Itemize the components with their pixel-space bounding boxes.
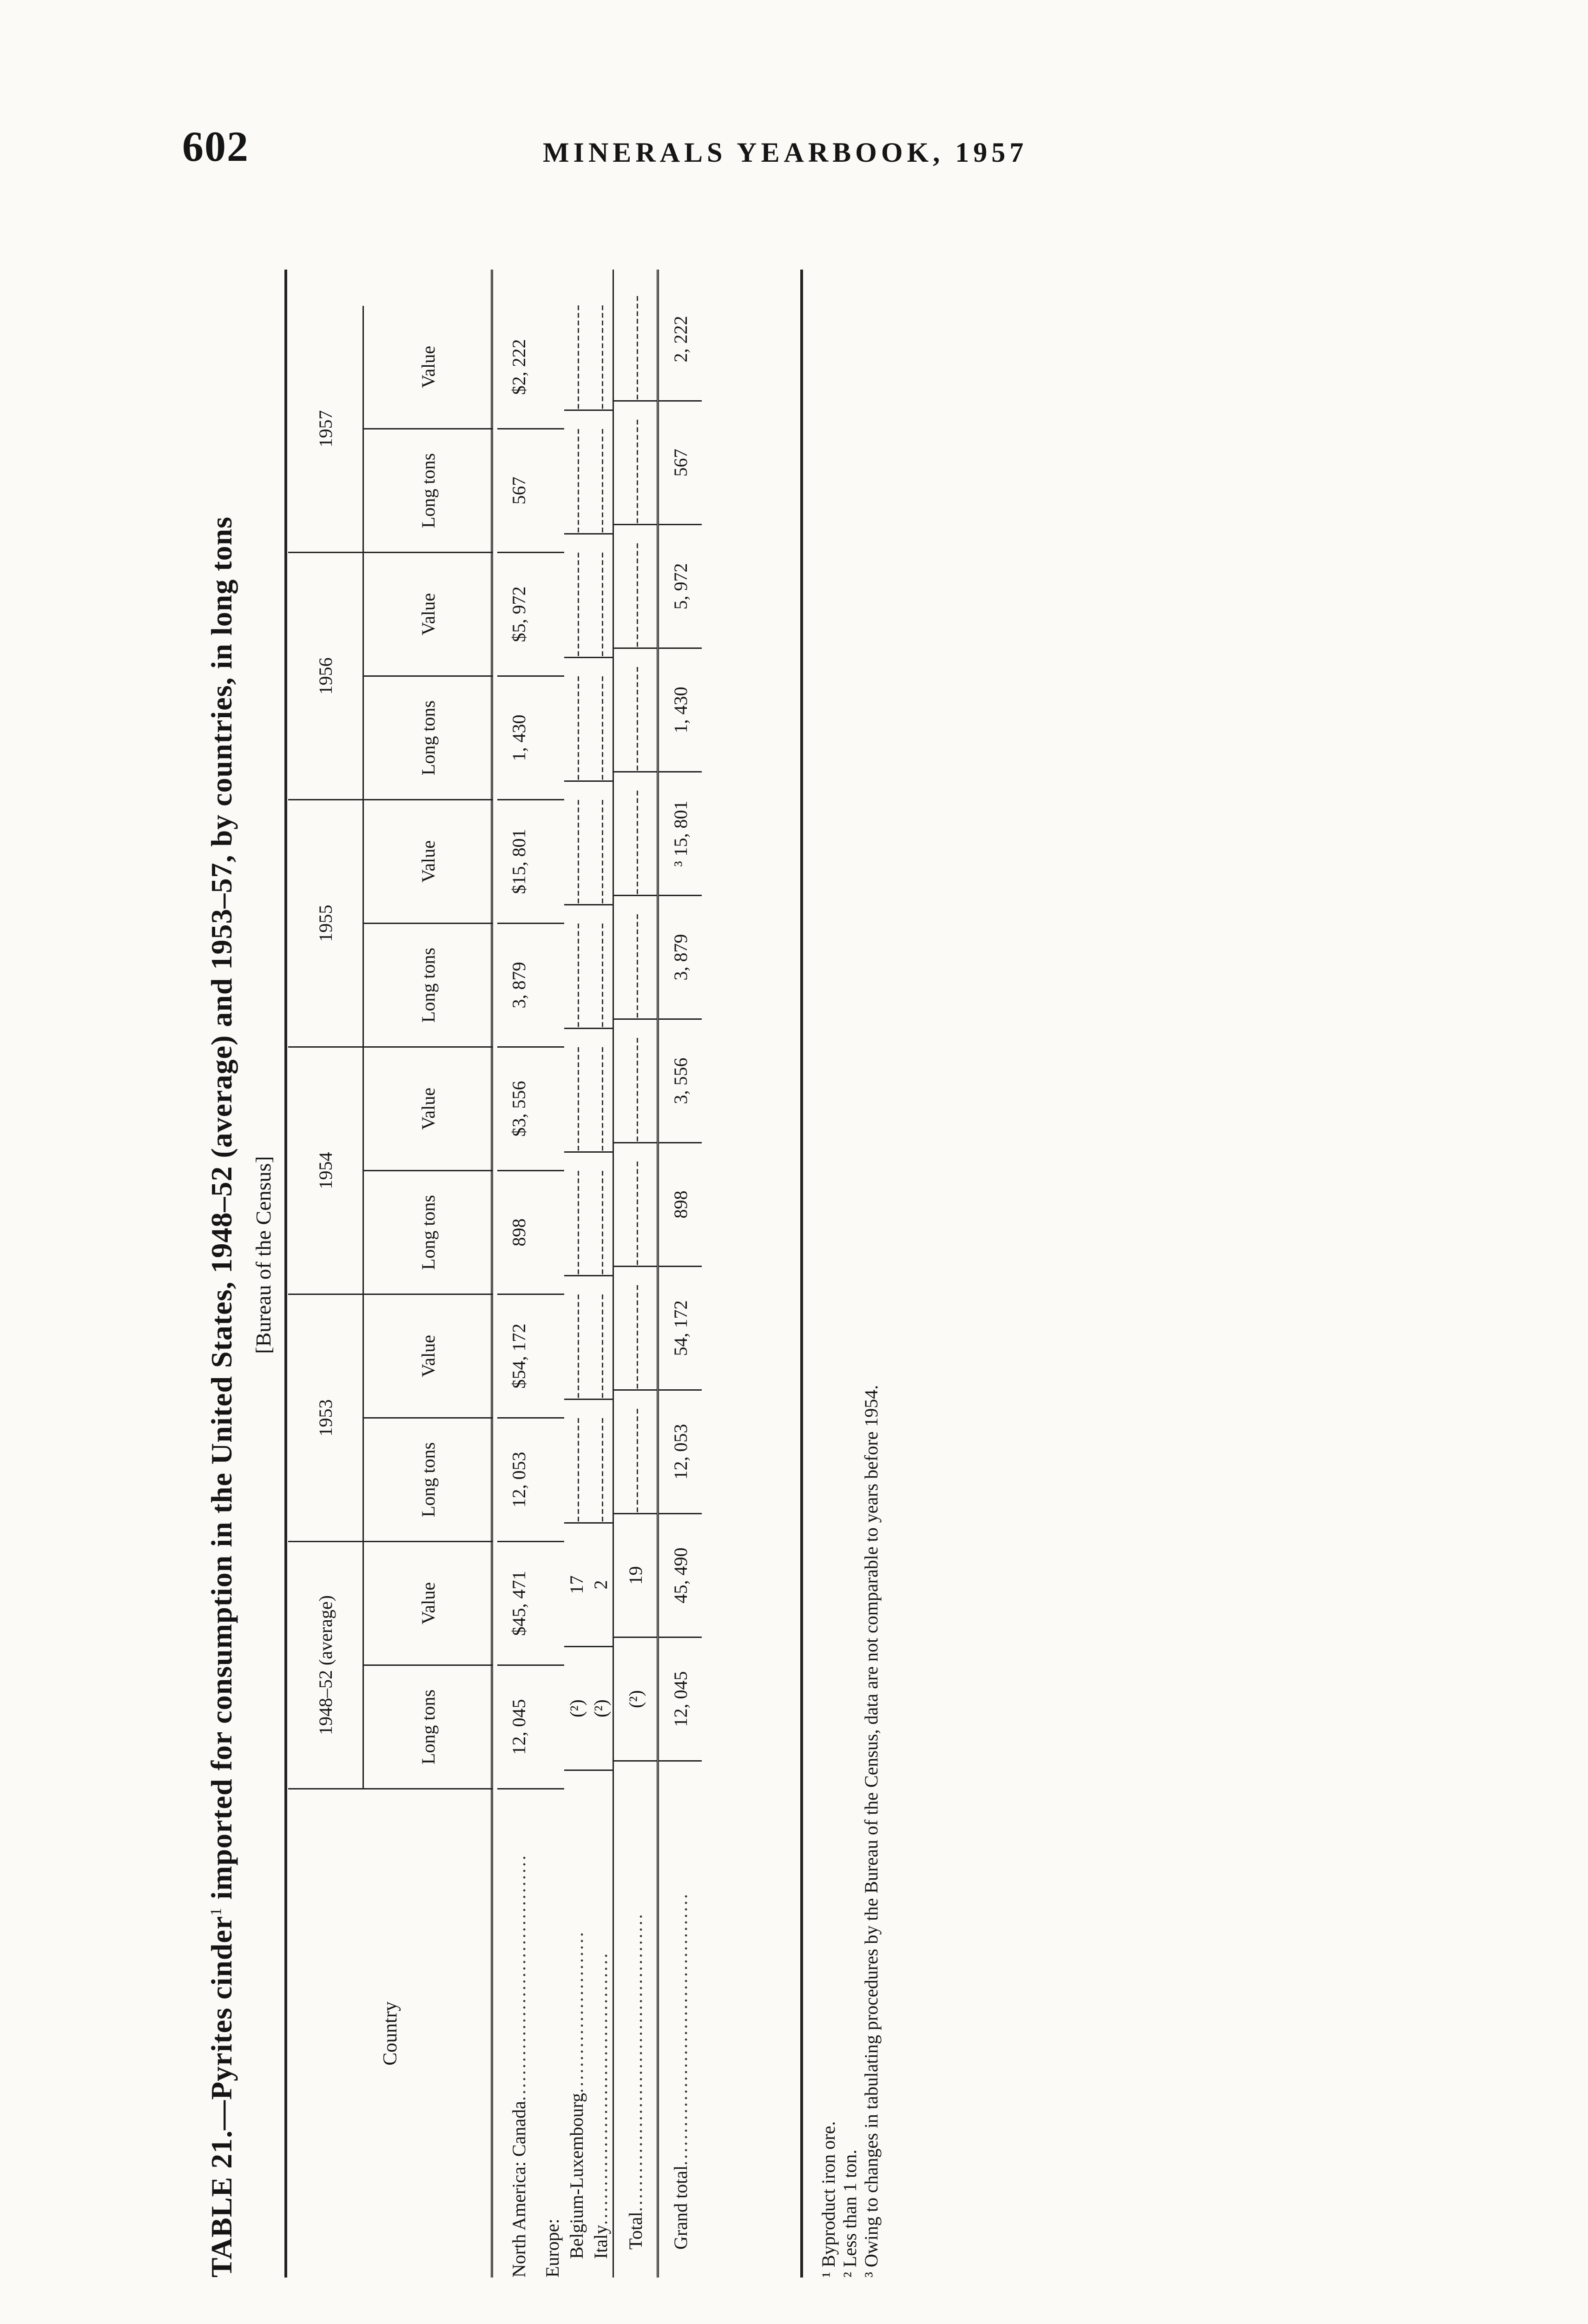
table-cell: 2, 222 — [659, 278, 702, 402]
table-cell: 898 — [497, 1171, 540, 1295]
table-cell: $5, 972 — [497, 553, 540, 677]
year-label: 1954 — [288, 1048, 364, 1294]
table-body — [497, 270, 702, 2278]
table-cell: $2, 222 — [497, 306, 540, 429]
rotated-table-block — [186, 232, 882, 2278]
year-group-1957 — [288, 306, 493, 553]
table-cell: 45, 490 — [659, 1514, 702, 1638]
running-head: MINERALS YEARBOOK, 1957 — [543, 137, 1028, 168]
header-rule — [491, 270, 493, 2278]
table-cell: 17 — [564, 1524, 588, 1647]
value-header: Value — [364, 306, 493, 429]
table-cell: $45, 471 — [497, 1542, 540, 1666]
table-source: [Bureau of the Census] — [251, 1156, 275, 1354]
value-header: Value — [364, 553, 493, 677]
long-tons-header: Long tons — [417, 1195, 439, 1270]
value-header: Value — [364, 800, 493, 924]
table-cell: 54, 172 — [659, 1267, 702, 1391]
year-group-1956 — [288, 553, 493, 800]
row-label: Italy — [590, 2225, 611, 2259]
table-cell: 3, 556 — [659, 1020, 702, 1143]
value-header: Value — [364, 1542, 493, 1666]
table-cell: 567 — [659, 402, 702, 525]
table-cell: 12, 053 — [659, 1391, 702, 1514]
year-group-1955 — [288, 800, 493, 1048]
table-row: Total.............................................. (²) 19 -------------- -------------- -------------- -------------- -------------- -------------- -------------- -------------- -------------- -------------- — [613, 270, 657, 2278]
row-label: Europe: — [541, 2218, 563, 2278]
caption-footnote-ref: 1 — [207, 1907, 225, 1916]
column-header-row — [288, 306, 493, 1789]
year-label: 1953 — [288, 1295, 364, 1541]
table-row: Grand total.......................................... 12, 045 45, 490 12, 053 54, 172 898 3, 556 3, 879 ³ 15, 801 1, 430 5, 972 567 2, 222 — [657, 270, 702, 2278]
table-cell: 1, 430 — [497, 677, 540, 800]
long-tons-header: Long tons — [417, 1689, 439, 1765]
table-cell: 2 — [588, 1524, 613, 1647]
row-label: Total — [625, 2212, 646, 2250]
table-cell: 12, 045 — [497, 1666, 540, 1789]
year-label: 1957 — [288, 306, 364, 552]
table-cell: 567 — [497, 429, 540, 553]
table-top-rule — [284, 270, 287, 2278]
year-group-1948-52 — [288, 1542, 493, 1789]
row-label: Belgium-Luxembourg — [566, 2093, 587, 2259]
table-cell: $15, 801 — [497, 800, 540, 924]
footnote: ³ Owing to changes in tabulating procedures by the Bureau of the Census, data are not comparable to years before 1954. — [861, 1385, 882, 2278]
table-cell: ³ 15, 801 — [659, 772, 702, 896]
long-tons-header: Long tons — [417, 947, 439, 1023]
year-label: 1948–52 (average) — [288, 1542, 364, 1788]
year-label: 1955 — [288, 800, 364, 1046]
table-bottom-rule — [800, 270, 803, 2278]
table-row: Italy.......................................... (²) 2 -------------- -------------- -------------- -------------- -------------- -------------- -------------- -------------- -------------- -------------- — [588, 270, 613, 2278]
row-label: North America: Canada — [508, 2101, 529, 2278]
table-row: Belgium-Luxembourg......................... (²) 17 -------------- -------------- -------------- -------------- -------------- -------------- -------------- -------------- -------------- -------------- — [564, 270, 588, 2278]
table-cell: 5, 972 — [659, 525, 702, 649]
table-caption — [204, 232, 239, 2278]
footnotes — [818, 1385, 882, 2278]
table-cell: $54, 172 — [497, 1295, 540, 1419]
year-group-1953 — [288, 1295, 493, 1542]
table-cell: (²) — [588, 1647, 613, 1771]
table-row — [540, 270, 564, 2278]
year-label: 1956 — [288, 553, 364, 799]
long-tons-header: Long tons — [417, 453, 439, 528]
page-number: 602 — [182, 123, 249, 170]
footnote: ² Less than 1 ton. — [839, 2149, 860, 2278]
footnote: ¹ Byproduct iron ore. — [818, 2121, 839, 2278]
stub-header: Country — [380, 2001, 401, 2066]
table-cell: 1, 430 — [659, 649, 702, 772]
table-cell: 3, 879 — [659, 896, 702, 1020]
table-cell: 12, 045 — [659, 1638, 702, 1762]
long-tons-header: Long tons — [417, 700, 439, 776]
value-header: Value — [364, 1295, 493, 1419]
table-cell: 19 — [614, 1514, 657, 1638]
table-cell: 3, 879 — [497, 924, 540, 1048]
row-label: Grand total — [670, 2165, 691, 2250]
table-cell: $3, 556 — [497, 1048, 540, 1171]
table-cell: 12, 053 — [497, 1419, 540, 1542]
table-cell: 898 — [659, 1143, 702, 1267]
caption-rest: imported for consumption in the United States, 1948–52 (average) and 1953–57, by countries, in long tons — [205, 516, 238, 1900]
year-group-1954 — [288, 1048, 493, 1295]
long-tons-header: Long tons — [417, 1442, 439, 1518]
table-cell: (²) — [564, 1647, 588, 1771]
caption-prefix: TABLE 21.—Pyrites cinder — [205, 1915, 238, 2278]
value-header: Value — [364, 1048, 493, 1171]
table-cell: (²) — [614, 1638, 657, 1762]
table-row: North America: Canada...................................... 12, 045 $45, 471 12, 053 $54, 172 898 $3, 556 3, 879 $15, 801 1, 430 $5, 972 567 $2, 222 — [497, 270, 540, 2278]
